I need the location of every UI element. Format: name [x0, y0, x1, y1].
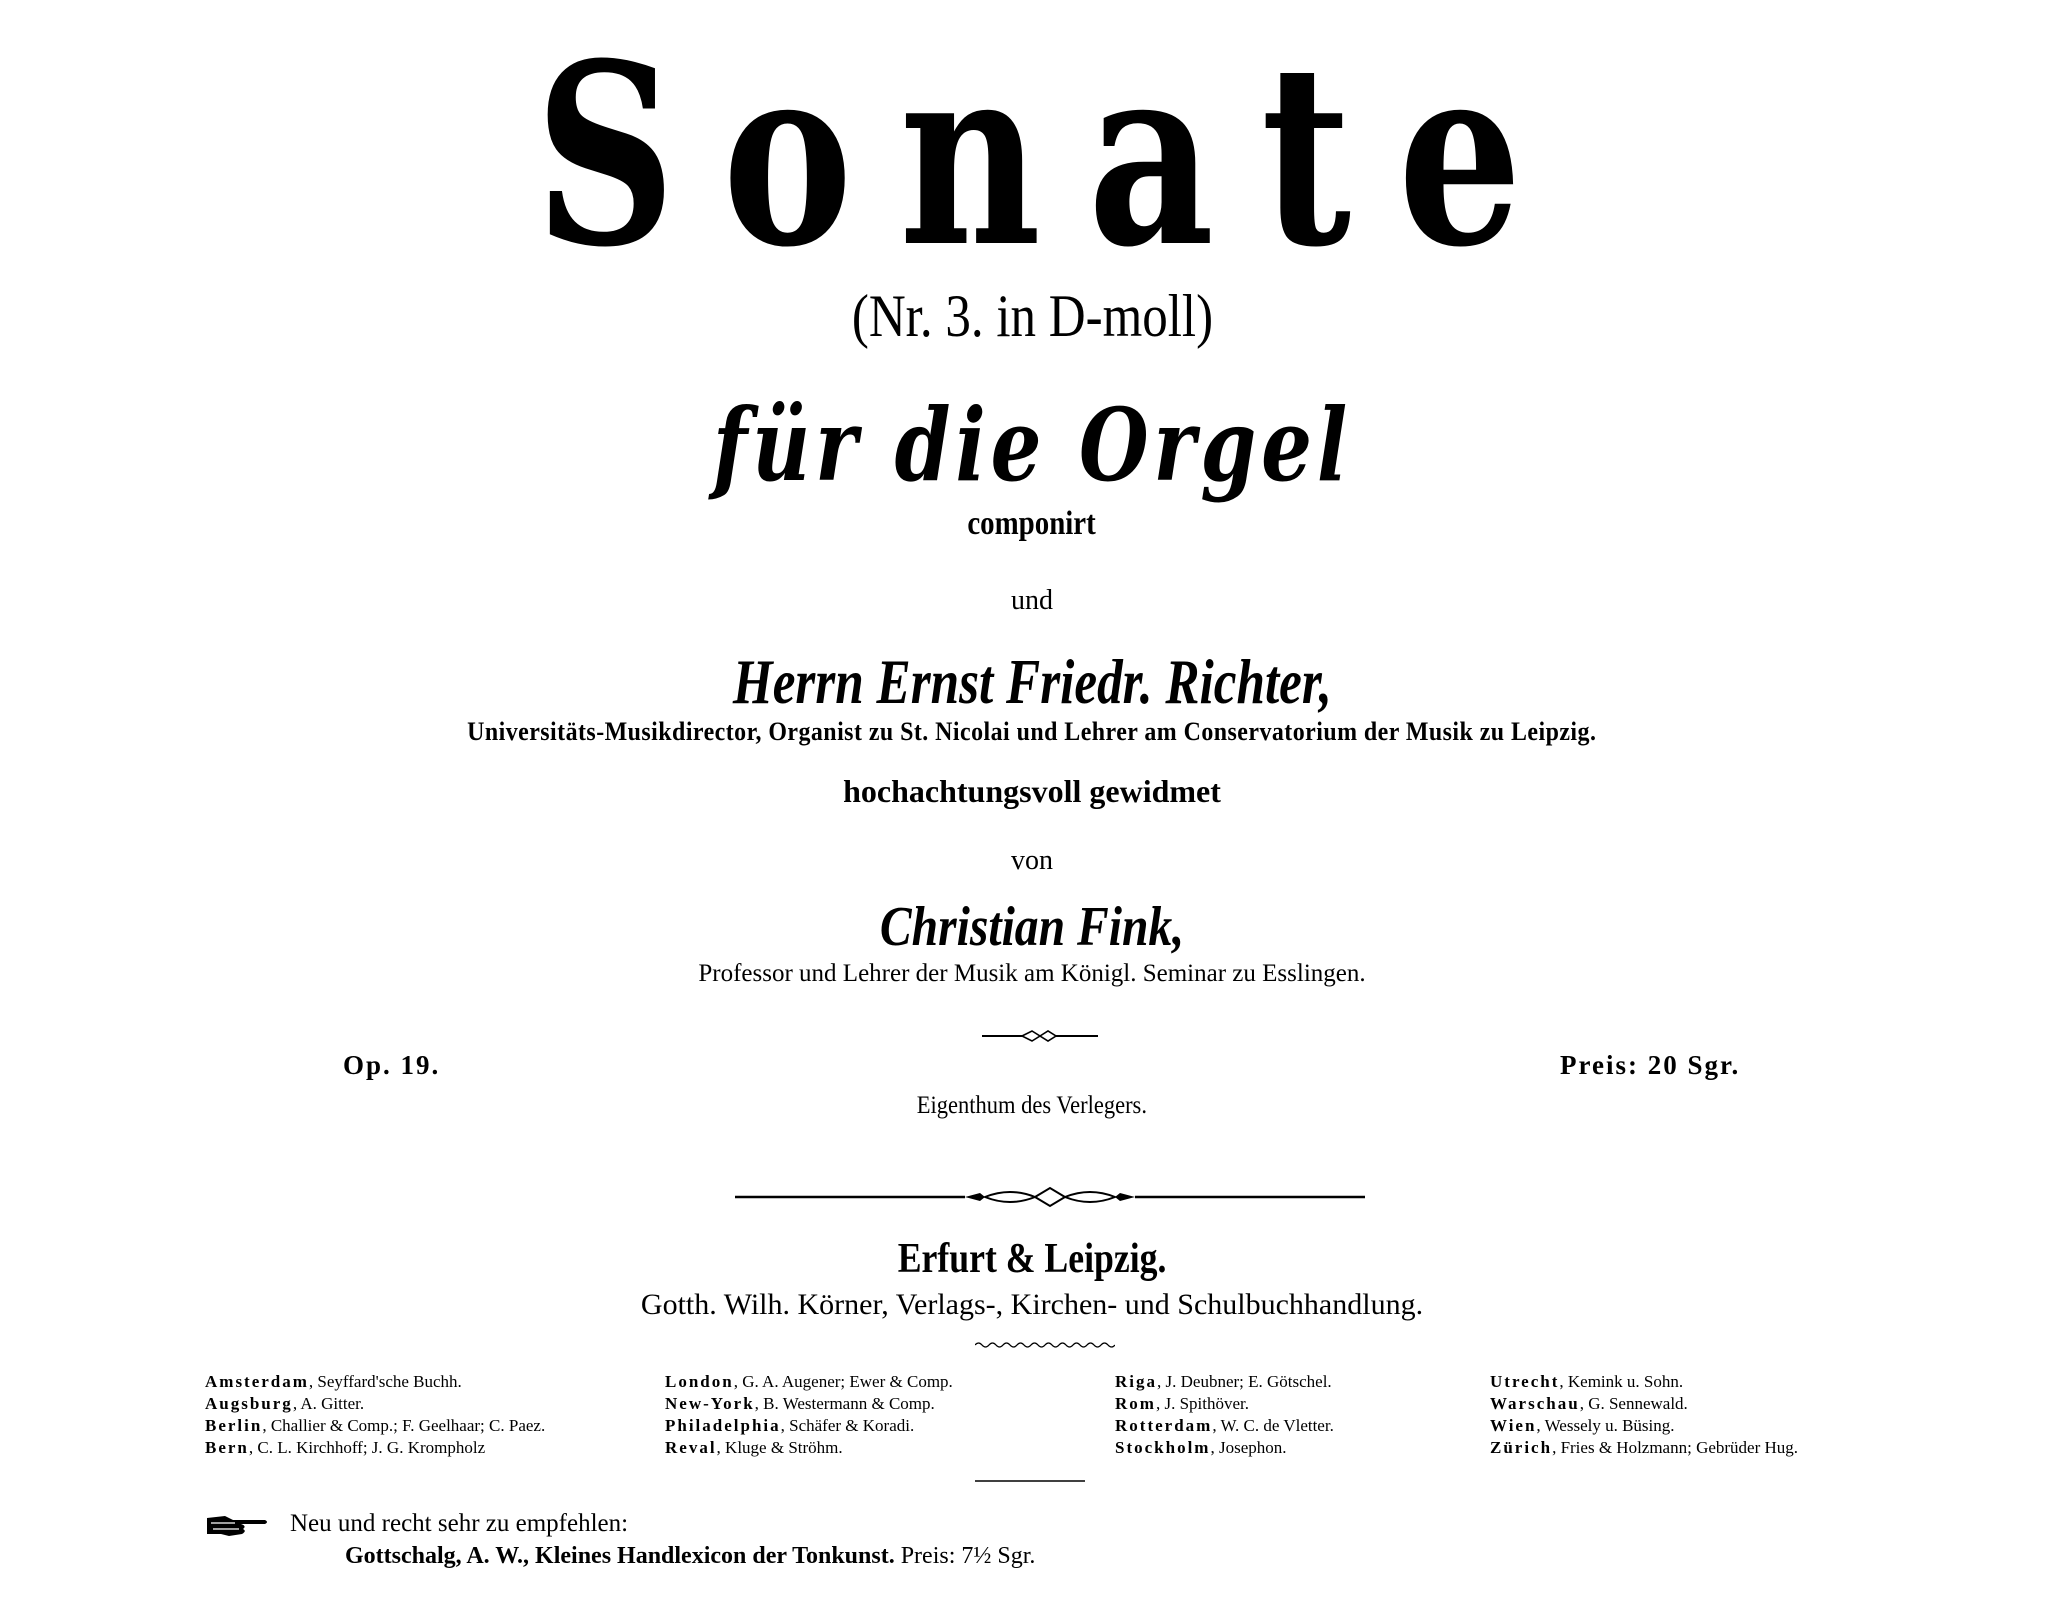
agent-amsterdam: Amsterdam, Seyffard'sche Buchh. — [205, 1372, 462, 1391]
composer-role: Professor und Lehrer der Musik am Königl. Seminar zu Esslingen. — [698, 960, 1366, 987]
agent-berlin: Berlin, Challier & Comp.; F. Geelhaar; C. Paez. — [205, 1416, 546, 1435]
dedication-line: hochachtungsvoll gewidmet — [843, 773, 1221, 809]
publisher-name: Gotth. Wilh. Körner, Verlags-, Kirchen- und Schulbuchhandlung. — [640, 1288, 1424, 1321]
agent-reval: Reval, Kluge & Ströhm. — [665, 1438, 843, 1457]
agent-london: London, G. A. Augener; Ewer & Comp. — [665, 1372, 953, 1391]
agent-zurich: Zürich, Fries & Holzmann; Gebrüder Hug. — [1490, 1438, 1799, 1457]
opus-number: Op. 19. — [343, 1050, 441, 1080]
and-label: und — [1011, 585, 1053, 616]
agent-bern: Bern, C. L. Kirchhoff; J. G. Krompholz — [205, 1438, 486, 1457]
agent-riga: Riga, J. Deubner; E. Götschel. — [1115, 1372, 1332, 1391]
by-label: von — [1011, 845, 1053, 876]
agent-rom: Rom, J. Spithöver. — [1115, 1394, 1249, 1413]
agent-wien: Wien, Wessely u. Büsing. — [1490, 1416, 1675, 1435]
publisher-place: Erfurt & Leipzig. — [897, 1236, 1167, 1282]
composed-label: componirt — [967, 505, 1097, 542]
notice-intro: Neu und recht sehr zu empfehlen: — [290, 1510, 629, 1537]
agent-warschau: Warschau, G. Sennewald. — [1490, 1394, 1688, 1413]
price: Preis: 20 Sgr. — [1560, 1050, 1741, 1080]
dedicatee-name: Herrn Ernst Friedr. Richter, — [732, 646, 1332, 717]
agent-rotterdam: Rotterdam, W. C. de Vletter. — [1115, 1416, 1334, 1435]
short-rule — [975, 1478, 1085, 1484]
agent-philadelphia: Philadelphia, Schäfer & Koradi. — [665, 1416, 915, 1435]
instrument-line: für die Orgel — [712, 386, 1352, 504]
subtitle: (Nr. 3. in D-moll) — [851, 283, 1213, 349]
ornament-small — [980, 1028, 1100, 1044]
notice-book: Gottschalg, A. W., Kleines Handlexicon der Tonkunst. Preis: 7½ Sgr. — [345, 1543, 1036, 1569]
agent-augsburg: Augsburg, A. Gitter. — [205, 1394, 365, 1413]
agent-stockholm: Stockholm, Josephon. — [1115, 1438, 1287, 1457]
property-note: Eigenthum des Verlegers. — [916, 1092, 1148, 1119]
agent-utrecht: Utrecht, Kemink u. Sohn. — [1490, 1372, 1684, 1391]
title: Sonate — [535, 8, 1569, 302]
composer-name: Christian Fink, — [879, 896, 1185, 958]
wavy-rule — [975, 1340, 1115, 1350]
ornament-divider — [735, 1182, 1365, 1212]
agent-new-york: New-York, B. Westermann & Comp. — [665, 1394, 935, 1413]
pointing-hand-icon — [205, 1510, 271, 1540]
dedicatee-role: Universitäts-Musikdirector, Organist zu St. Nicolai und Lehrer am Conservatorium der Musik zu Leipzig. — [467, 717, 1597, 746]
